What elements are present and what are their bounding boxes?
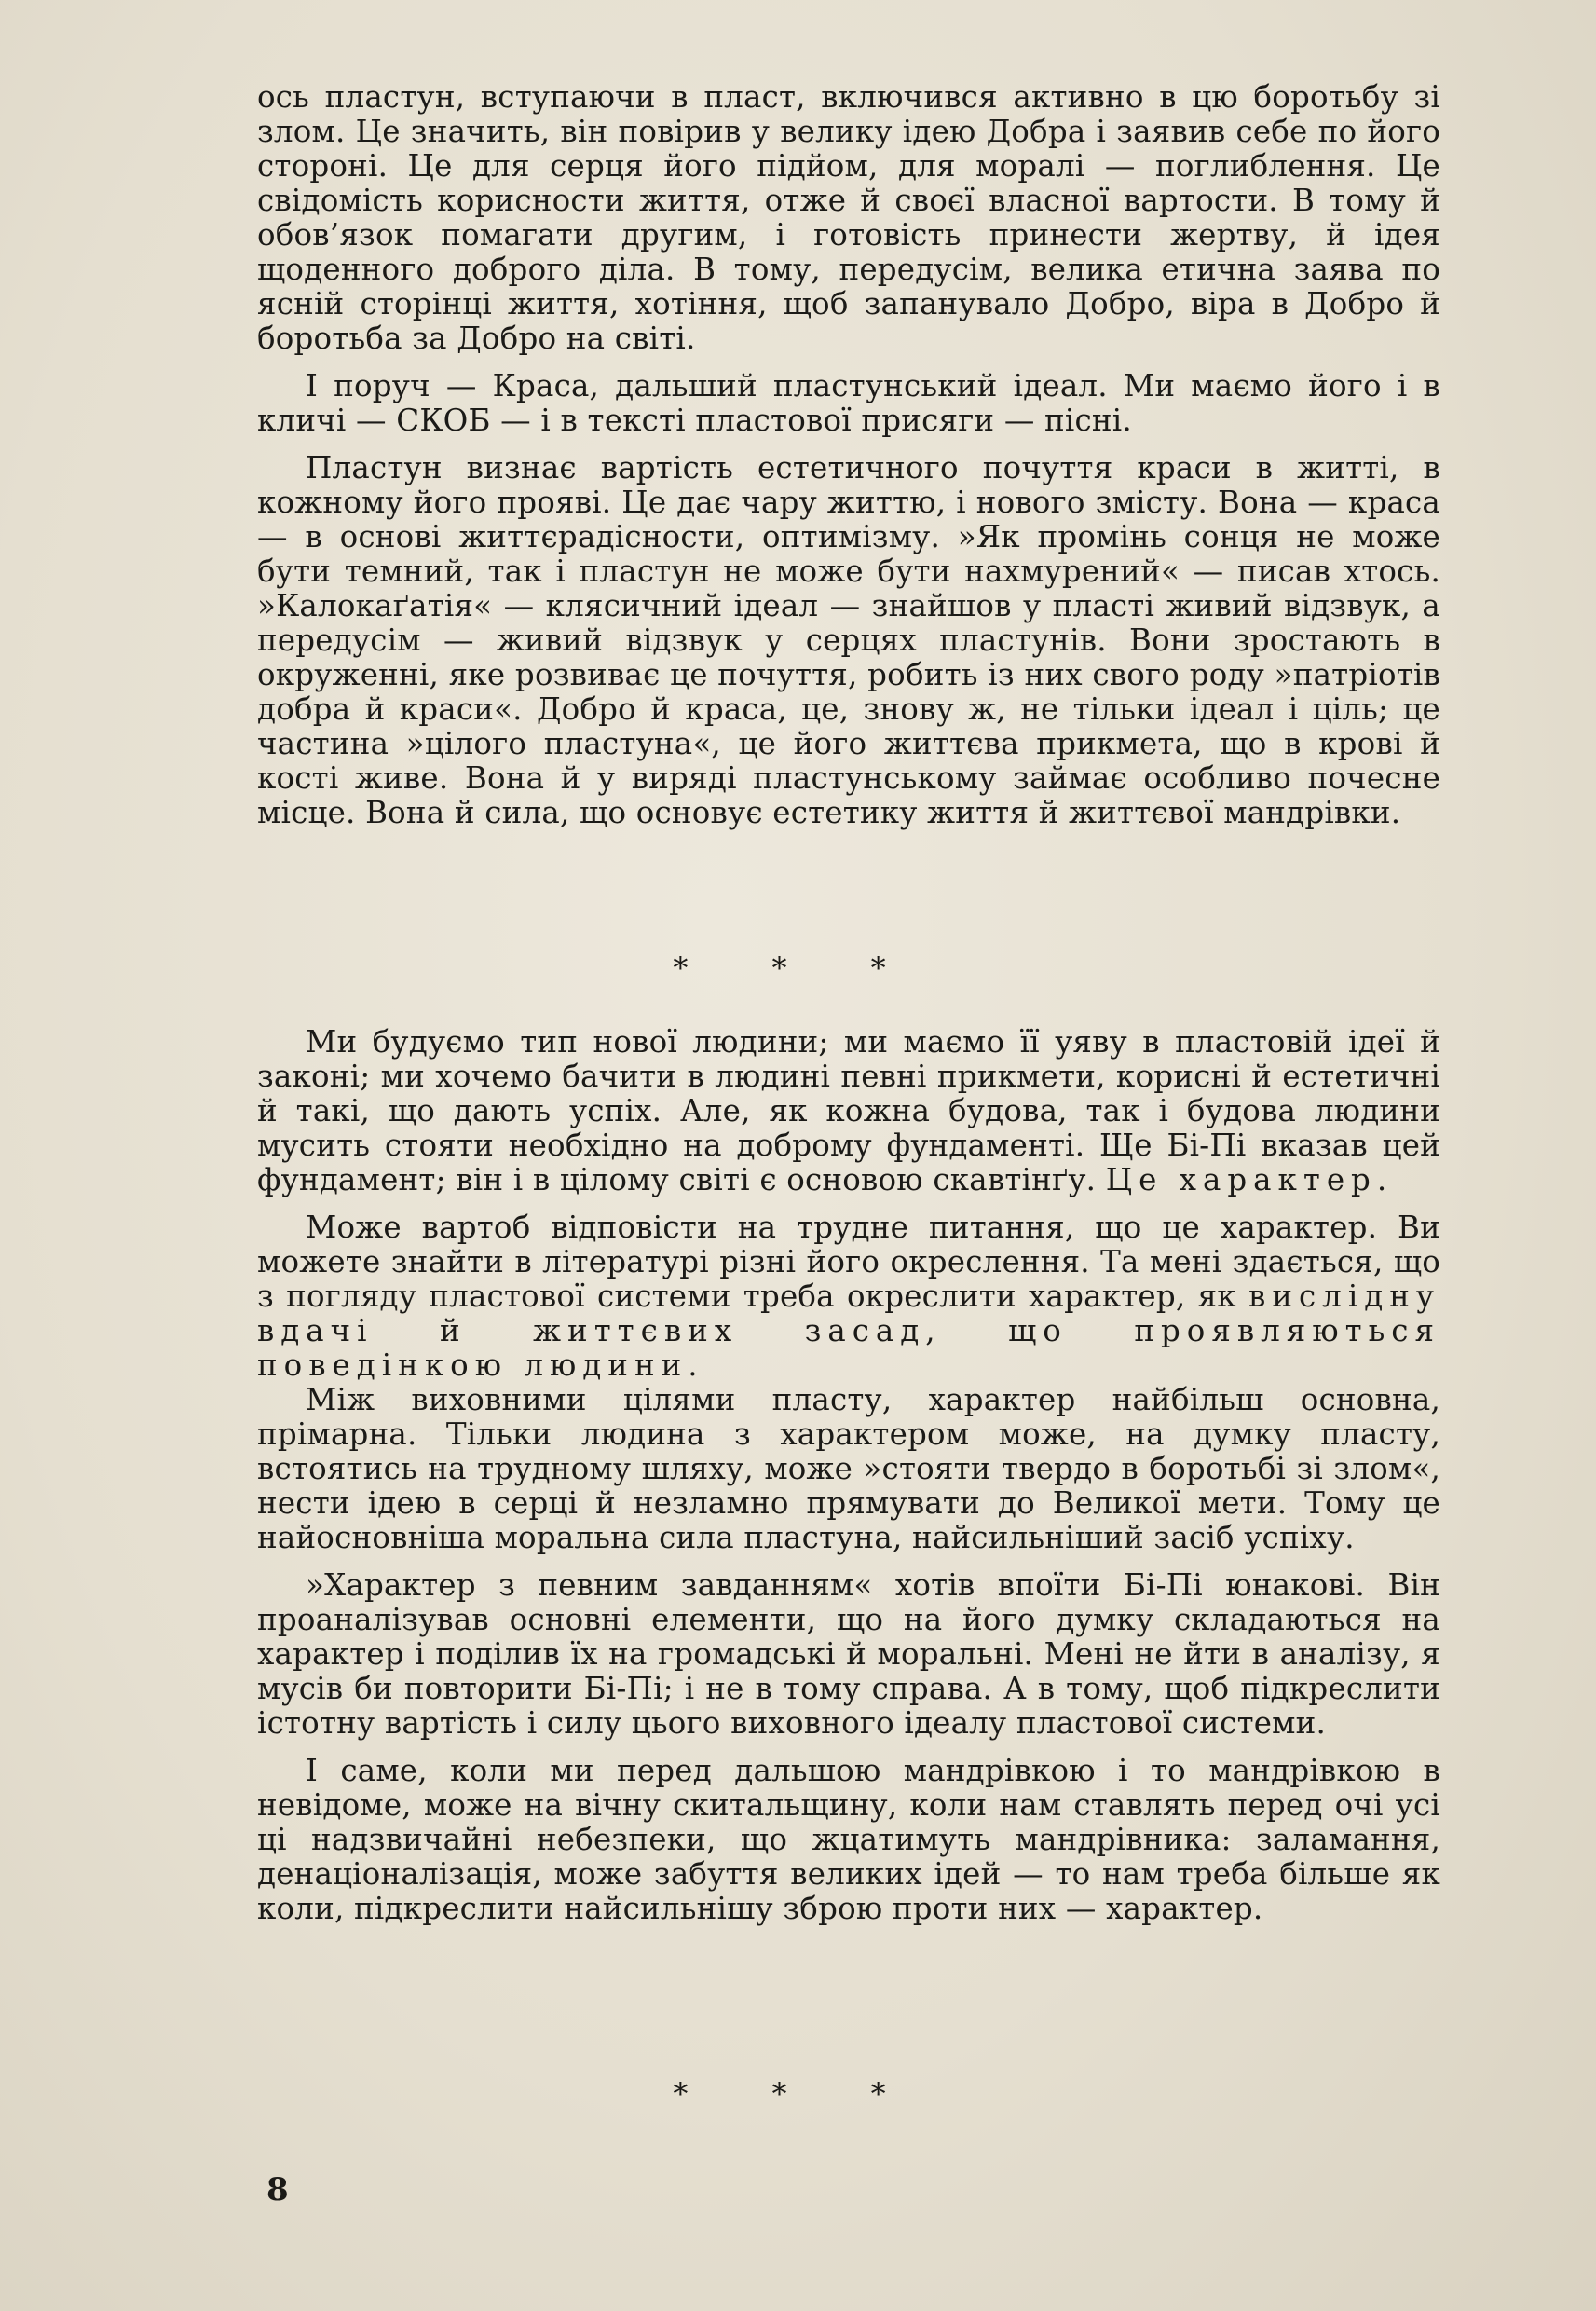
paragraph: [257, 1210, 1440, 1383]
paragraph: І поруч — Краса, дальший пластунський ідеал. Ми маємо його і в кличі — СКОБ — і в тексті пластової присяги — пісні.: [257, 368, 1440, 438]
paragraph: »Характер з певним завданням« хотів впоїти Бі-Пі юнакові. Він проаналізував основні елементи, що на його думку складаються на характер і поділив їх на громадські й моральні. Мені не йти в аналізу, я мусів би повторити Бі-Пі; і не в тому справа. А в тому, щоб підкреслити істотну вартість і силу цього виховного ідеалу пластової системи.: [257, 1567, 1440, 1741]
section-divider: * * *: [673, 950, 923, 986]
emphasized-text: вислідну вдачі й життєвих засад, що проявляються поведінкою людини.: [257, 1279, 1441, 1383]
paragraph: Пластун визнає вартість естетичного почуття краси в житті, в кожному його прояві. Це дає чару життю, і нового змісту. Вона — краса — в основі життєрадісности, оптимізму. »Як промінь сонця не може бути темний, так і пластун не може бути нахмурений« — писав хтось. »Калокаґатія« — клясичний ідеал — знайшов у пласті живий відзвук, а передусім — живий відзвук у серцях пластунів. Вони зростають в окруженні, яке розвиває це почуття, робить із них свого роду »патріотів добра й краси«. Добро й краса, це, знову ж, не тільки ідеал і ціль; це частина »цілого пластуна«, це його життєва прикмета, що в крові й кості живе. Вона й у виряді пластунському займає особливо почесне місце. Вона й сила, що основує естетику життя й життєвої мандрівки.: [257, 450, 1440, 830]
paragraph-text: Ми будуємо тип нової людини; ми маємо її уяву в пластовій ідеї й законі; ми хочемо бачити в людині певні прикмети, корисні й естетичні й такі, що дають успіх. Але, як кожна будова, так і будова людини мусить стояти необхідно на доброму фундаменті. Ще Бі-Пі вказав цей фундамент; він і в цілому світі є основою скавтінґу.: [257, 1024, 1440, 1197]
paragraph: ось пластун, вступаючи в пласт, включився активно в цю боротьбу зі злом. Це значить, він повірив у велику ідею Добра і заявив себе по його стороні. Це для серця його підйом, для моралі — поглиблення. Це свідомість корисности життя, отже й своєї власної вартости. В тому й обов’язок помагати другим, і готовість принести жертву, й ідея щоденного доброго діла. В тому, передусім, велика етична заява по ясній сторінці життя, хотіння, щоб запанувало Добро, віра в Добро й боротьба за Добро на світі.: [257, 79, 1440, 356]
page-number: 8: [266, 2171, 289, 2208]
paragraph: І саме, коли ми перед дальшою мандрівкою і то мандрівкою в невідоме, може на вічну скитальщину, коли нам ставлять перед очі усі ці надзвичайні небезпеки, що жцатимуть мандрівника: заламання, денаціоналізація, може забуття великих ідей — то нам треба більше як коли, підкреслити найсильнішу зброю проти них — характер.: [257, 1753, 1440, 1926]
section-divider: * * *: [673, 2076, 923, 2112]
paragraph-text: Може вартоб відповісти на трудне питання, що це характер. Ви можете знайти в літературі різні його окреслення. Та мені здається, що з погляду пластової системи треба окреслити характер, як: [257, 1210, 1440, 1314]
paragraph: [257, 1025, 1440, 1197]
text-section-2: [257, 1025, 1440, 1926]
text-section-1: [257, 80, 1440, 830]
emphasized-text: Це характер.: [1105, 1162, 1394, 1197]
paragraph: Між виховними цілями пласту, характер найбільш основна, прімарна. Тільки людина з характером може, на думку пласту, встоятись на трудному шляху, може »стояти твердо в боротьбі зі злом«, нести ідею в серці й незламно прямувати до Великої мети. Тому це найосновніша моральна сила пластуна, найсильніший засіб успіху.: [257, 1382, 1440, 1555]
